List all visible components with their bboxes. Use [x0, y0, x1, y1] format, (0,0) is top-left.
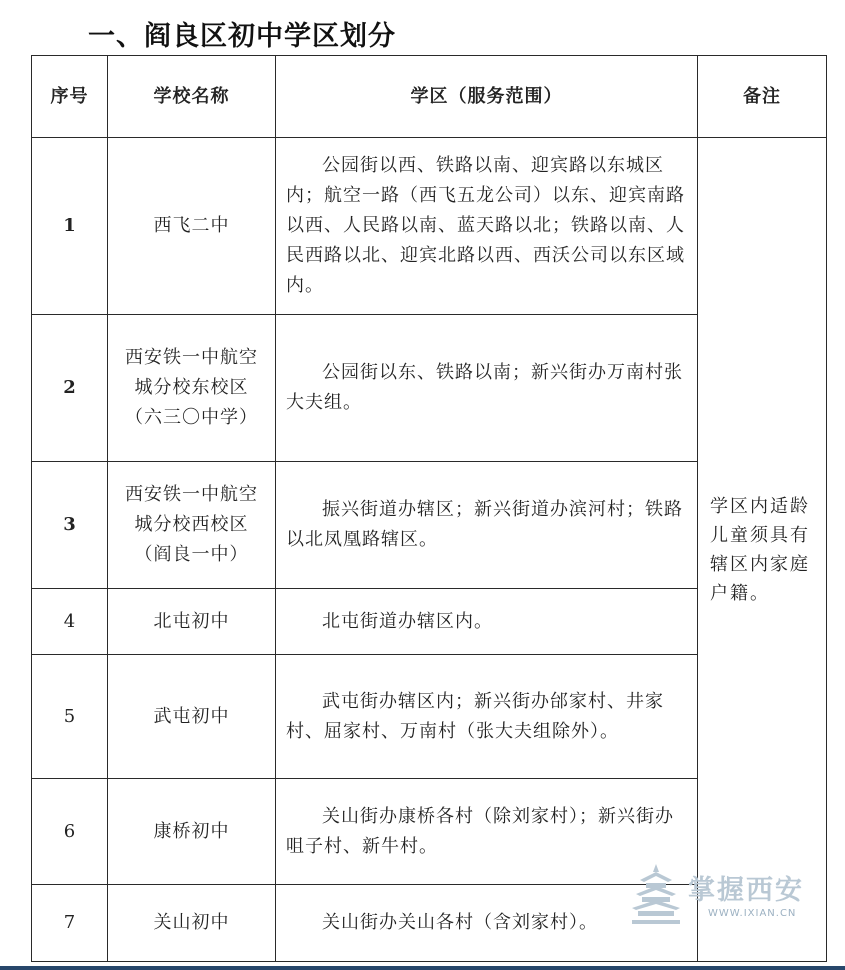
watermark [628, 862, 828, 934]
district-area [276, 589, 698, 655]
pagoda-logo-icon [628, 862, 684, 928]
row-no: 5 [32, 655, 108, 779]
district-area-text: 关山街办关山各村（含刘家村）。 [322, 912, 598, 933]
school-name: 西安铁一中航空城分校西校区（阎良一中） [108, 462, 276, 589]
school-district-table [31, 55, 827, 962]
header-school: 学校名称 [108, 56, 276, 138]
row-no: 6 [32, 779, 108, 885]
table-header-row [32, 56, 827, 138]
watermark-url: WWW.IXIAN.CN [708, 908, 797, 919]
row-no: 2 [32, 315, 108, 462]
row-no: 7 [32, 885, 108, 962]
header-no: 序号 [32, 56, 108, 138]
district-area-text: 武屯街办辖区内；新兴街办邰家村、井家村、屈家村、万南村（张大夫组除外）。 [286, 690, 664, 742]
note-cell [698, 138, 827, 962]
district-area [276, 462, 698, 589]
school-name: 康桥初中 [108, 779, 276, 885]
row-no: 4 [32, 589, 108, 655]
watermark-name: 掌握西安 [688, 875, 804, 906]
bottom-bar [0, 966, 845, 970]
header-note: 备注 [698, 56, 827, 138]
district-area [276, 655, 698, 779]
district-area-text: 公园街以西、铁路以南、迎宾路以东城区内；航空一路（西飞五龙公司）以东、迎宾南路以西、人民路以南、蓝天路以北；铁路以南、人民西路以北、迎宾北路以西、西沃公司以东区域内。 [286, 155, 685, 296]
page-title: 一、阎良区初中学区划分 [88, 21, 396, 52]
school-name: 关山初中 [108, 885, 276, 962]
school-name: 武屯初中 [108, 655, 276, 779]
row-no: 1 [32, 138, 108, 315]
row-no: 3 [32, 462, 108, 589]
district-area [276, 315, 698, 462]
district-area [276, 138, 698, 315]
district-area-text: 公园街以东、铁路以南；新兴街办万南村张大夫组。 [286, 362, 683, 413]
school-name: 西飞二中 [108, 138, 276, 315]
district-area-text: 北屯街道办辖区内。 [322, 610, 493, 632]
header-area: 学区（服务范围） [276, 56, 698, 138]
note-text: 学区内适龄儿童须具有辖区内家庭户籍。 [710, 495, 810, 604]
school-name: 西安铁一中航空城分校东校区（六三〇中学） [108, 315, 276, 462]
district-area-text: 振兴街道办辖区；新兴街道办滨河村；铁路以北凤凰路辖区。 [286, 499, 683, 550]
table-row [32, 138, 827, 315]
school-name: 北屯初中 [108, 589, 276, 655]
district-area-text: 关山街办康桥各村（除刘家村）；新兴街办咀子村、新牛村。 [286, 805, 674, 857]
